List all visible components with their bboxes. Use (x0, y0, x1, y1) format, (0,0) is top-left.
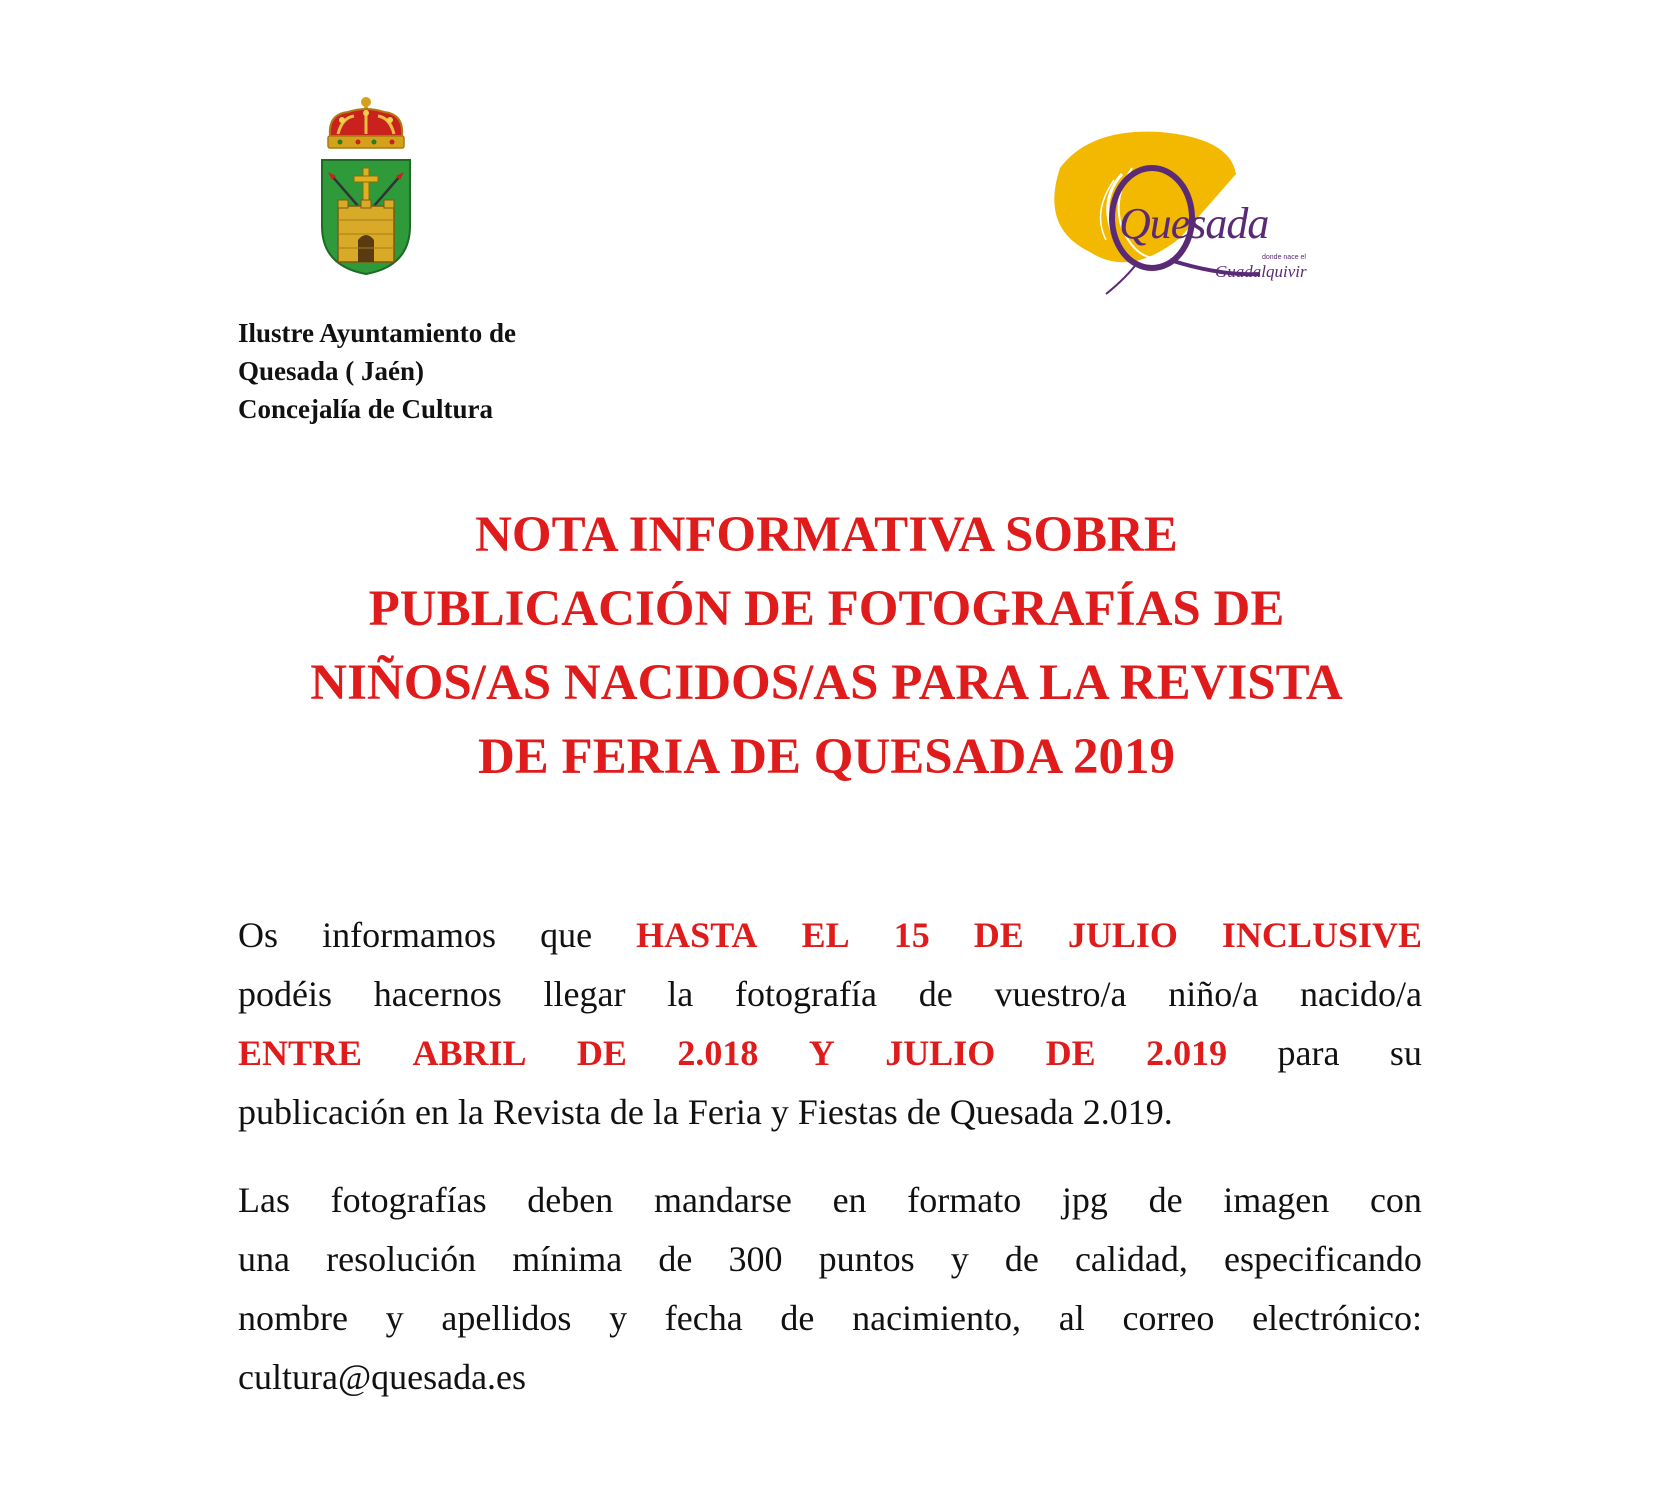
word: imagen (1223, 1180, 1330, 1220)
date-range-highlight-word: 2.018 (677, 1033, 759, 1073)
word: resolución (326, 1239, 477, 1279)
plain-text-word: Os (238, 915, 279, 955)
deadline-highlight-word: INCLUSIVE (1221, 915, 1422, 955)
word: formato (907, 1180, 1022, 1220)
organization-block (238, 314, 516, 428)
plain-text-word: su (1389, 1033, 1422, 1073)
word: niño/a (1168, 974, 1259, 1014)
word: mínima (512, 1239, 623, 1279)
title-line-3: NIÑOS/AS NACIDOS/AS PARA LA REVISTA (310, 655, 1343, 711)
word: de (918, 974, 953, 1014)
paragraph1-line-4: publicación en la Revista de la Feria y Fiestas de Quesada 2.019. (238, 1092, 1173, 1132)
plain-text-word: para (1277, 1033, 1340, 1073)
word: en (832, 1180, 867, 1220)
word: y (950, 1239, 969, 1279)
date-range-highlight-word: DE (1045, 1033, 1096, 1073)
date-range-highlight-word: Y (808, 1033, 835, 1073)
word: hacernos (373, 974, 502, 1014)
deadline-highlight-word: DE (973, 915, 1024, 955)
word: llegar (543, 974, 626, 1014)
logo-tagline-small: donde nace el (1262, 254, 1306, 261)
paragraph2-line-2 (238, 1230, 1422, 1289)
word: especificando (1224, 1239, 1422, 1279)
deadline-highlight-word: HASTA (636, 915, 758, 955)
word: con (1369, 1180, 1422, 1220)
word: y (609, 1298, 628, 1338)
word: fecha (664, 1298, 743, 1338)
word: de (658, 1239, 693, 1279)
paragraph1-line-1 (238, 906, 1422, 965)
word: calidad, (1074, 1239, 1188, 1279)
plain-text-word: informamos (322, 915, 497, 955)
word: y (385, 1298, 404, 1338)
word: apellidos (441, 1298, 572, 1338)
document-title (200, 498, 1453, 794)
word: deben (527, 1180, 614, 1220)
date-range-highlight-word: ENTRE (238, 1033, 363, 1073)
word: vuestro/a (994, 974, 1127, 1014)
word: nacido/a (1300, 974, 1422, 1014)
date-range-highlight-word: DE (576, 1033, 627, 1073)
deadline-highlight-word: JULIO (1067, 915, 1178, 955)
word: la (667, 974, 694, 1014)
word: 300 (728, 1239, 783, 1279)
date-range-highlight-word: JULIO (885, 1033, 996, 1073)
paragraph1-line-2 (238, 965, 1422, 1024)
title-line-2: PUBLICACIÓN DE FOTOGRAFÍAS DE (368, 581, 1285, 637)
logo-tagline: Guadalquivir (1215, 262, 1307, 281)
word: nacimiento, (852, 1298, 1022, 1338)
paragraph-deadline (238, 906, 1422, 1142)
deadline-highlight-word: EL (801, 915, 850, 955)
word: al (1058, 1298, 1085, 1338)
word: podéis (238, 974, 332, 1014)
word: electrónico: (1252, 1298, 1422, 1338)
deadline-highlight-word: 15 (893, 915, 930, 955)
word: nombre (238, 1298, 348, 1338)
org-line-1: Ilustre Ayuntamiento de (238, 318, 517, 348)
word: jpg (1061, 1180, 1108, 1220)
word: de (780, 1298, 815, 1338)
paragraph-instructions (238, 1171, 1422, 1407)
word: de (1004, 1239, 1039, 1279)
word: una (238, 1239, 290, 1279)
org-line-3: Concejalía de Cultura (238, 394, 493, 424)
word: Las (238, 1180, 290, 1220)
paragraph2-line-3 (238, 1289, 1422, 1348)
logo-brand-text: Quesada (1119, 199, 1269, 248)
title-line-1: NOTA INFORMATIVA SOBRE (475, 507, 1178, 563)
org-line-2: Quesada ( Jaén) (238, 356, 425, 386)
word: puntos (818, 1239, 915, 1279)
word: mandarse (653, 1180, 792, 1220)
paragraph2-line-1 (238, 1171, 1422, 1230)
plain-text-word: que (540, 915, 593, 955)
word: de (1148, 1180, 1183, 1220)
word: fotografías (330, 1180, 487, 1220)
paragraph1-line-3 (238, 1024, 1422, 1083)
date-range-highlight-word: ABRIL (412, 1033, 527, 1073)
coat-of-arms-icon (318, 96, 414, 286)
word: fotografía (735, 974, 877, 1014)
email-address: cultura@quesada.es (238, 1357, 527, 1397)
date-range-highlight-word: 2.019 (1146, 1033, 1228, 1073)
title-line-4: DE FERIA DE QUESADA 2019 (477, 729, 1176, 785)
word: correo (1122, 1298, 1215, 1338)
